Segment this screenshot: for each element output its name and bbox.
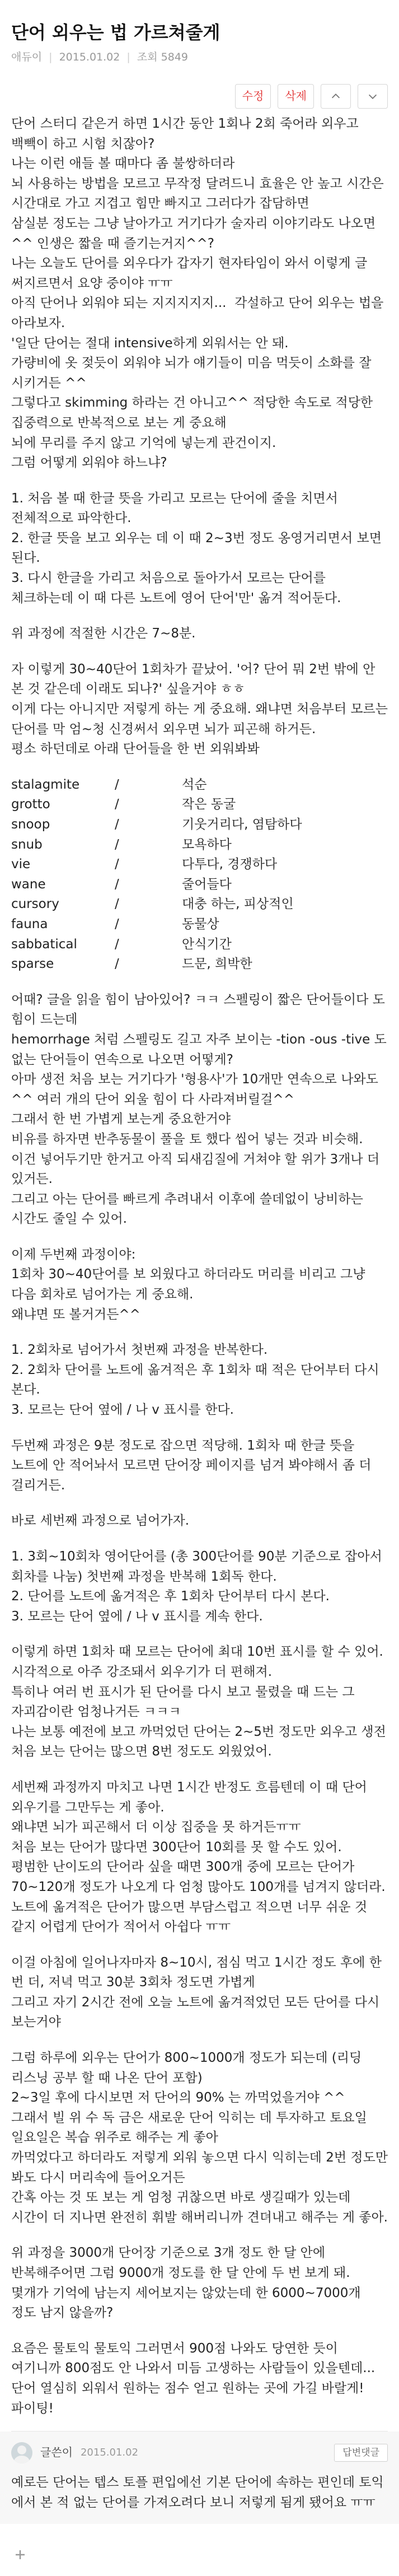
paragraph-gap [11,760,388,775]
intro-paragraph: 나는 이런 애들 볼 때마다 좀 불쌍하더라 [11,156,235,171]
analysis-paragraph: 노트에 옮겨적은 단어가 많으면 부담스럽고 적으면 너무 쉬운 것 같지 어렵게 단어가 적어서 아쉽다 ㅠㅠ [11,1899,372,1935]
analysis-paragraph: 어때? 글을 읽을 힘이 남아있어? ㅋㅋ 스펠링이 짧은 단어들이다 도 힘이 드는데 [11,992,389,1027]
comment-author[interactable]: 글쓴이 [40,2445,73,2459]
comment-date: 2015.01.02 [80,2447,139,2459]
vocab-slash: / [115,857,119,872]
next-post-button[interactable] [358,84,388,109]
vocab-meaning: 안식기간 [182,937,232,952]
example-intro: 이게 다는 아니지만 저렇게 하는 게 중요해. 왜냐면 처음부터 모르는 단어를 막 엄~청 신경써서 외우면 뇌가 피곤해 하거든. [11,702,392,737]
paragraph-gap [11,1762,388,1778]
paragraph-gap [11,975,388,990]
analysis-paragraph: 그래서 빌 위 수 독 금은 새로운 단어 익히는 데 투자하고 토요일 일요일은 복습 위주로 해주는 게 좋아 [11,2110,372,2145]
analysis-paragraph: 그리고 자기 2시간 전에 오늘 노트에 옮겨적었던 모든 단어를 다시 보는거야 [11,1995,384,2030]
vocab-meaning: 동물상 [182,916,219,931]
stage2-intro: 왜냐면 또 볼거거든^^ [11,1307,140,1322]
paragraph-gap [11,1325,388,1340]
vocab-row [11,795,388,815]
delete-button[interactable]: 삭제 [278,84,314,109]
vocab-word: snoop [11,817,50,832]
post-date: 2015.01.02 [59,51,120,63]
post-toolbar [11,84,388,109]
meta-divider: | [49,51,53,63]
analysis-paragraph: 간혹 아는 것 또 보는 게 엄청 귀찮으면 바로 생길때가 있는데 시간이 더 지나면 완전히 휘발 해버리니까 견뎌내고 해주는 게 좋아. [11,2190,388,2225]
vocab-row [11,915,388,935]
vocab-word: stalagmite [11,777,80,792]
vocab-meaning: 드문, 희박한 [182,957,252,972]
method-step: 2. 한글 뜻을 보고 외우는 데 이 때 2~3번 정도 옹영거리면서 보면 된다. [11,530,386,566]
intro-paragraph: 가량비에 옷 젖듯이 외워야 뇌가 얘기들이 미음 먹듯이 소화를 잘 시키거든 ^^ [11,356,375,390]
vocab-row [11,775,388,795]
vocab-slash: / [115,916,119,931]
method-step: 2. 2회차 단어를 노트에 옮겨적은 후 1회차 때 적은 단어부터 다시 본다. [11,1362,383,1398]
method-step: 3. 다시 한글을 가리고 처음으로 돌아가서 모르는 단어를 체크하는데 이 때 다른 노트에 영어 단어'만' 옮겨 적어둔다. [11,571,341,605]
vocab-meaning: 기웃거리다, 염탐하다 [182,817,302,832]
analysis-paragraph: 시각적으로 아주 강조돼서 외우기가 더 편해져. [11,1664,273,1679]
intro-paragraph: 그럼 어떻게 외워야 하느냐? [11,455,167,471]
analysis-paragraph: 몇개가 기억에 남는지 세어보지는 않았는데 한 6000~7000개 정도 남지 않을까? [11,2285,365,2321]
vocab-meaning: 작은 동굴 [182,797,236,812]
method-step: 2. 단어를 노트에 옮겨적은 후 1회차 단어부터 다시 본다. [11,1589,330,1604]
vocab-slash: / [115,957,119,972]
user-icon-body [14,2456,30,2463]
example-intro: 평소 하던데로 아래 단어들을 한 번 외워봐봐 [11,742,260,757]
meta-divider: | [126,51,130,63]
view-count: 조회 5849 [137,51,188,63]
paragraph-gap [11,1531,388,1547]
vocab-row [11,815,388,835]
analysis-paragraph: 비유를 하자면 반추동물이 풀을 토 했다 씹어 넣는 것과 비슷해. [11,1131,363,1147]
intro-paragraph: 그렇다고 skimming 하라는 건 아니고^^ 적당한 속도로 적당한 집중력으로 반복적으로 보는 게 중요해 [11,395,377,430]
vocab-word: sparse [11,957,54,972]
vocab-word: wane [11,877,46,892]
paragraph-gap [11,1937,388,1953]
paragraph-gap [11,1496,388,1511]
analysis-paragraph: 특히나 여러 번 표시가 된 단어를 다시 보고 물렸을 때 드는 그 자괴감이란 엄청나거든 ㅋㅋㅋ [11,1684,359,1720]
method-step: 3. 모르는 단어 옆에 / 나 v 표시를 계속 한다. [11,1609,263,1624]
paragraph-gap [11,473,388,489]
vocab-word: cursory [11,897,59,912]
intro-paragraph: 삼실분 정도는 그냥 날아가고 거기다가 술자리 이야기라도 나오면 ^^ 인생은 짧을 때 즐기는거지^^? [11,216,380,251]
analysis-paragraph: 그래서 한 번 가볍게 보는게 중요한거야 [11,1112,231,1127]
vocab-meaning: 모욕하다 [182,837,232,852]
vocab-meaning: 대충 하는, 피상적인 [182,897,294,912]
post-meta [11,50,388,64]
comment-header [11,2439,388,2466]
paragraph-gap [11,608,388,624]
paragraph-gap [11,1229,388,1245]
vocab-meaning: 석순 [182,777,207,792]
analysis-paragraph: 세번째 과정까지 마치고 나면 1시간 반정도 흐름텐데 이 때 단어 외우기를 그만두는 게 좋아. [11,1780,372,1815]
method-step: 1. 처음 볼 때 한글 뜻을 가리고 모르는 단어에 줄을 치면서 전체적으로 파악한다. [11,491,342,526]
post-body [11,114,392,2419]
example-intro: 자 이렇게 30~40단어 1회차가 끝났어. '어? 단어 뭐 2번 밖에 안 본 것 같은데 이래도 되나?' 싶을거야 ㅎㅎ [11,662,379,697]
vocab-word: sabbatical [11,937,77,952]
intro-paragraph: 단어 스터디 같은거 하면 1시간 동안 1회나 2회 죽어라 외우고 백빽이 하고 시험 치잖아? [11,117,363,151]
analysis-paragraph: 이건 넣어두기만 한거고 아직 되새김질에 거쳐야 할 위가 3개나 더 있거든. [11,1152,384,1187]
vocab-word: snub [11,837,43,852]
comment-text: 예로든 단어는 텝스 토플 편입에선 기본 단어에 속하는 편인데 토익에서 본 적 없는 단어를 가져오려다 보니 저렇게 됨게 됐어요 ㅠㅠ [11,2475,384,2510]
closing-paragraph: 단어 열심히 외워서 원하는 점수 얻고 원하는 곳에 가길 바랄게! 파이팅! [11,2381,368,2416]
avatar [11,2442,32,2463]
analysis-paragraph: 평범한 난이도의 단어라 싶을 때면 300개 중에 모르는 단어가 70~120개 정도가 나오게 다 엄청 많아도 100개를 넘겨지 않더라. [11,1860,386,1894]
vocab-meaning: 줄어들다 [182,877,232,892]
user-icon [17,2445,26,2454]
analysis-paragraph: 처음 보는 단어가 많다면 300단어 10회를 못 할 수도 있어. [11,1839,342,1855]
vocab-word: grotto [11,797,50,812]
vocab-meaning: 다투다, 경쟁하다 [182,857,278,872]
paragraph-gap [11,2033,388,2048]
paragraph-gap [11,1420,388,1436]
author-name[interactable]: 애듀이 [11,51,43,63]
analysis-paragraph: hemorrhage 처럼 스펠링도 길고 자주 보이는 -tion -ous -tive 도 없는 단어들이 연속으로 나오면 어떻게? [11,1032,391,1067]
analysis-paragraph: 이걸 아침에 일어나자마자 8~10시, 점심 먹고 1시간 정도 후에 한 번 더, 저녁 먹고 30분 3회차 정도면 가볍게 [11,1955,386,1990]
chevron-down-icon [367,90,379,103]
vocab-row [11,835,388,855]
page-title: 단어 외우는 법 가르쳐줄게 [11,22,220,43]
vocab-row [11,855,388,875]
vocab-slash: / [115,837,119,852]
previous-post-button[interactable] [321,84,351,109]
time-note: 위 과정에 적절한 시간은 7~8분. [11,626,196,641]
stage2-intro: 1회차 30~40단어를 보 외웠다고 하더라도 머리를 비리고 그냥 다음 회차로 넘어가는 게 중요해. [11,1267,369,1302]
vocab-row [11,875,388,895]
edit-button[interactable]: 수정 [235,84,271,109]
paragraph-gap [11,644,388,660]
closing-paragraph: 요즘은 물토익 물토익 그러면서 900점 나와도 당연한 듯이 여기니까 800점도 안 나와서 미듬 고생하는 사람들이 있을텐데... [11,2341,375,2376]
stage3-intro: 바로 세번째 과정으로 넘어가자. [11,1513,190,1529]
vocab-row [11,954,388,975]
vocab-slash: / [115,777,119,792]
analysis-paragraph: 위 과정을 3000개 단어장 기준으로 3개 정도 한 달 안에 반복해주어면 그럼 9000개 정도를 한 달 안에 두 번 보게 돼. [11,2246,350,2280]
vocab-slash: / [115,937,119,952]
intro-paragraph: 나는 오늘도 단어를 외우다가 갑자기 현자타임이 와서 이렇게 글 써지르면서 요양 중이야 ㅠㅠ [11,256,372,291]
analysis-paragraph: 이렇게 하면 1회차 때 모르는 단어에 최대 10번 표시를 할 수 있어. [11,1645,383,1660]
intro-paragraph: 아직 단어나 외워야 되는 지지지지지... 각설하고 단어 외우는 법을 아라보자. [11,296,388,330]
intro-paragraph: 뇌에 무리를 주지 않고 기억에 넣는게 관건이지. [11,435,276,450]
plus-icon[interactable] [15,2549,26,2560]
chevron-up-icon [330,90,342,103]
comment-item [0,2431,399,2524]
reply-button[interactable]: 답변댓글 [334,2444,388,2462]
analysis-paragraph: 그리고 아는 단어를 빠르게 추려내서 이후에 쓸데없이 낭비하는 시간도 줄일 수 있어. [11,1191,368,1227]
analysis-paragraph: 왜냐면 뇌가 피곤해서 더 이상 집중을 못 하거든ㅠㅠ [11,1820,301,1835]
stage2-intro: 이제 두번째 과정이야: [11,1247,136,1262]
vocab-slash: / [115,797,119,812]
analysis-paragraph: 나는 보통 예전에 보고 까먹었던 단어는 2~5번 정도만 외우고 생전 처음 보는 단어는 많으면 8번 정도도 외웠었어. [11,1724,391,1759]
vocab-row [11,935,388,955]
vocab-row [11,895,388,915]
vocab-slash: / [115,817,119,832]
vocab-word: fauna [11,916,48,931]
paragraph-gap [11,2323,388,2339]
method-step: 1. 3회~10회차 영어단어를 (총 300단어를 90분 기준으로 잡아서 회차를 나눔) 첫번째 과정을 반복해 1회독 한다. [11,1549,387,1584]
vocab-slash: / [115,897,119,912]
intro-paragraph: '일단 단어는 절대 intensive하게 외워서는 안 돼. [11,336,289,351]
paragraph-gap [11,1627,388,1642]
analysis-paragraph: 아마 생전 처음 보는 거기다가 '형용사'가 10개만 연속으로 나와도 ^^ 여러 개의 단어 외울 힘이 다 사라져버릴걸^^ [11,1072,383,1107]
method-step: 3. 모르는 단어 옆에 / 나 v 표시를 한다. [11,1403,234,1418]
intro-paragraph: 뇌 사용하는 방법을 모르고 무작정 달려드니 효율은 안 높고 시간은 시간대로 가고 지겹고 힘만 빠지고 그러다가 잡담하면 [11,176,388,211]
analysis-paragraph: 그럼 하루에 외우는 단어가 800~1000개 정도가 되는데 (리딩 리스닝 공부 할 때 나온 단어 포함) [11,2051,366,2085]
vocab-slash: / [115,877,119,892]
analysis-paragraph: 까먹었다고 하더라도 저렇게 외워 놓으면 다시 익히는데 2번 정도만 봐도 다시 머리속에 들어오거든 [11,2150,392,2185]
analysis-paragraph: 2~3일 후에 다시보면 저 단어의 90% 는 까먹었을거야 ^^ [11,2090,345,2105]
vocab-word: vie [11,857,31,872]
method-step: 1. 2회차로 넘어가서 첫번째 과정을 반복한다. [11,1343,268,1358]
stage2-note: 두번째 과정은 9분 정도로 잡으면 적당해. 1회차 때 한글 뜻을 노트에 안 적어놔서 모르면 단어장 페이지를 넘겨 봐야해서 좀 더 걸리거든. [11,1438,375,1493]
paragraph-gap [11,2228,388,2243]
